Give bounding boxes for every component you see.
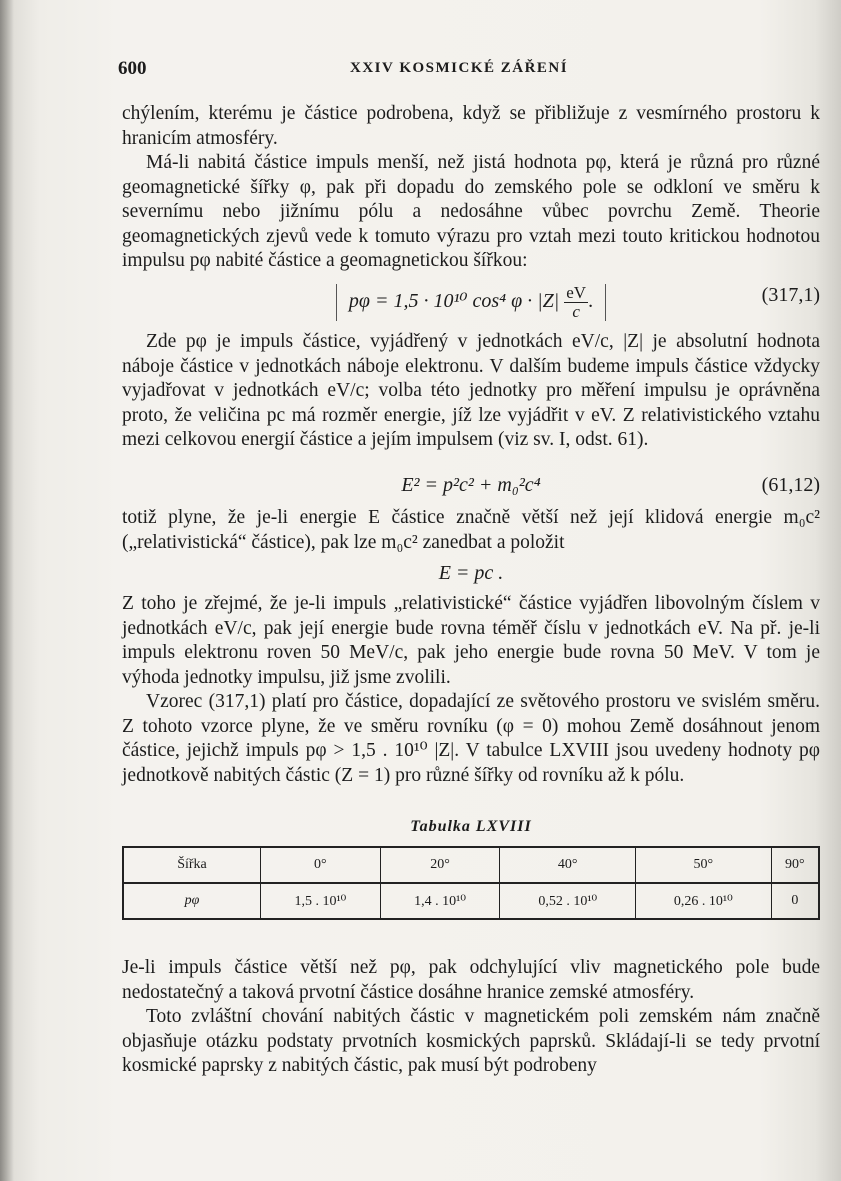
paragraph: Toto zvláštní chování nabitých částic v magnetickém poli zemském nám značně objasňuje otázku podstaty prvotních kosmických paprsků. Skládají-li se tedy prvotní kosmické paprsky z nabitých částic, pak musí být podrobeny	[122, 1006, 820, 1076]
fraction-numerator: eV	[566, 283, 587, 302]
page-number: 600	[118, 58, 147, 79]
equation-number: (317,1)	[761, 284, 820, 306]
equation-e-pc	[122, 558, 820, 592]
table-cell: 0	[771, 883, 819, 919]
paragraph: totiž plyne, že je-li energie E částice značně větší než její klidová energie m₀c² („relativistická“ částice), pak lze m₀c² zanedbat a položit	[122, 507, 820, 553]
table-cell: 1,5 . 10¹⁰	[261, 883, 381, 919]
paragraph: Z toho je zřejmé, že je-li impuls „relativistické“ částice vyjádřen libovolným číslem v jednotkách eV/c, pak její energie bude rovna téměř číslu v jednotkách eV. Na př. je-li impuls elektronu roven 50 MeV/c, pak jeho energie bude rovna 50 MeV. V tom je výhoda jednotky impulsu, již jsme zvolili.	[122, 593, 820, 688]
equation-box	[336, 284, 606, 321]
paragraph: Má-li nabitá částice impuls menší, než jistá hodnota pφ, která je různá pro různé geomagnetické šířky φ, pak při dopadu do zemského pole se odkloní ve směru k severnímu nebo jižnímu pólu a nedosáhne vůbec povrchu Země. Theorie geomagnetických zjevů vede k tomuto výrazu pro vztah mezi touto kritickou hodnotou impulsu pφ nabité částice a geomagnetickou šířkou:	[122, 152, 820, 271]
table-cell: 20°	[380, 847, 500, 883]
equation-61-12	[122, 470, 820, 504]
table-cell: 50°	[636, 847, 772, 883]
paragraph: Vzorec (317,1) platí pro částice, dopadající ze světového prostoru ve svislém směru. Z tohoto vzorce plyne, že ve směru rovníku (φ = 0) mohou Země dosáhnout jenom částice, jejichž impuls pφ > 1,5 . 10¹⁰ |Z|. V tabulce LXVIII jsou uvedeny hodnoty pφ jednotkově nabitých částic (Z = 1) pro různé šířky od rovníku až k pólu.	[122, 691, 820, 786]
text-block-top	[122, 102, 820, 274]
equation-text: E = pc .	[438, 562, 504, 584]
running-head: XXIV KOSMICKÉ ZÁŘENÍ	[350, 60, 569, 76]
table-caption: Tabulka LXVIII	[410, 818, 532, 835]
equation-317-1	[122, 280, 820, 321]
text-block-lower	[122, 592, 820, 788]
equation-text: E² = p²c² + m₀²c⁴	[401, 474, 541, 496]
equation-lhs: pφ = 1,5 · 10¹⁰ cos⁴ φ · |Z|	[348, 290, 560, 313]
equation-tail: .	[588, 290, 594, 313]
page-gutter-shadow	[0, 0, 14, 1181]
table-cell: 0,26 . 10¹⁰	[636, 883, 772, 919]
table-cell: pφ	[184, 893, 200, 908]
paragraph: Je-li impuls částice větší než pφ, pak odchylující vliv magnetického pole bude nedostatečný a taková prvotní částice dosáhne hranice zemské atmosféry.	[122, 957, 820, 1003]
equation-number: (61,12)	[761, 474, 820, 496]
fraction	[564, 284, 588, 321]
page-header	[118, 58, 818, 82]
data-table	[122, 846, 820, 920]
table-cell: 0°	[261, 847, 381, 883]
paragraph: Zde pφ je impuls částice, vyjádřený v jednotkách eV/c, |Z| je absolutní hodnota náboje částice v jednotkách náboje elektronu. V dalším budeme impuls částice vždycky vyjadřovat v jednotkách eV/c; volba této jednotky pro měření impulsu je oprávněna proto, že veličina pc má rozměr energie, jíž lze vyjádřit v eV. Z relativistického vztahu mezi celkovou energií částice a jejím impulsem (viz sv. I, odst. 61).	[122, 331, 820, 450]
text-block-after-eq2	[122, 506, 820, 555]
table-cell: Šířka	[123, 847, 261, 883]
paragraph: chýlením, kterému je částice podrobena, když se přibližuje z vesmírného prostoru k hranicím atmosféry.	[122, 103, 820, 149]
fraction-denominator: c	[572, 302, 580, 321]
table-cell: 40°	[500, 847, 636, 883]
table-row	[123, 883, 819, 919]
text-block-bottom	[122, 956, 820, 1079]
table-header-row	[123, 847, 819, 883]
table-cell: 90°	[771, 847, 819, 883]
table-cell: 0,52 . 10¹⁰	[500, 883, 636, 919]
table-cell: 1,4 . 10¹⁰	[380, 883, 500, 919]
text-block-mid	[122, 330, 820, 453]
